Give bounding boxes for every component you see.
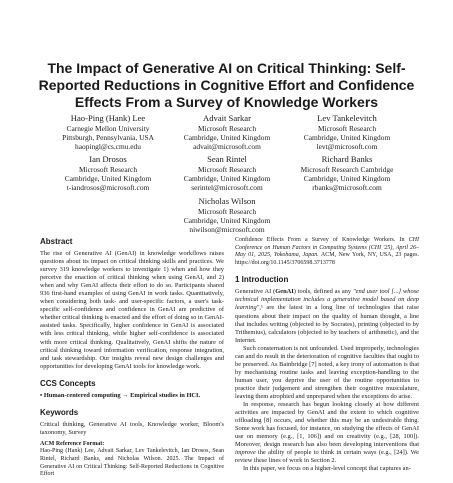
intro-term-genai: GenAI: [275, 288, 294, 296]
intro-text: In response, research has begun looking closely at how different activities are impacted by GenAI and the extent to which cognitive offloading [8] occurs, and whether this may be an undesirable thing. Some work has focused, for instance, on studying the effects of GenAI use on memory (e.g., [1, 106]) and on creativity (e.g., [28, 100]). Moreover, design research has also been developing interventions that: [235, 401, 419, 449]
author-location: Cambridge, United Kingdom: [303, 133, 391, 143]
author-location: Cambridge, United Kingdom: [183, 174, 271, 184]
intro-paragraph-1: [235, 288, 419, 344]
author-name: Lev Tankelevitch: [317, 113, 377, 123]
author-location: Pittsburgh, Pennsylvania, USA: [62, 133, 154, 143]
author-name: Richard Banks: [321, 154, 373, 164]
author-name: Hao-Ping (Hank) Lee: [70, 113, 146, 123]
author-email: levt@microsoft.com: [316, 142, 378, 152]
author-name: Ian Drosos: [89, 154, 127, 164]
author-email: t-iandrosos@microsoft.com: [66, 183, 150, 193]
acm-reference-text: Hao-Ping (Hank) Lee, Advait Sarkar, Lev Tankelevitch, Ian Drosos, Sean Rintel, Richard Banks, and Nicholas Wilson. 2025. The Impact of Generative AI on Critical Thinking: Self-Reported Reductions in Cognitive Effort: [40, 448, 224, 478]
intro-text: the ability of people to think in certain ways (e.g., [24]). We review these lines of work in Section 2.: [235, 449, 419, 465]
author-affiliation: Microsoft Research: [78, 165, 138, 174]
intro-quote: "end user tool [...] whose technical implementation includes a generative model based on deep learning": [235, 288, 419, 312]
intro-text: ) tools, defined as any: [293, 288, 353, 296]
author-affiliation: Microsoft Research: [317, 124, 377, 133]
author-email: advait@microsoft.com: [193, 142, 261, 152]
intro-text: ,¹ are the latest in a long line of technologies that raise questions about their impact on the quality of human thought, a line that includes writing (objected to by Socrates), printing (objected to by Trithemius), calculators (objected to by teachers of arithmetic), and the Internet.: [235, 304, 419, 344]
intro-paragraph-4: In this paper, we focus on a higher-level concept that captures an-: [243, 465, 411, 473]
author-name: Nicholas Wilson: [198, 196, 256, 206]
author-affiliation: Microsoft Research: [197, 124, 257, 133]
reference-venue: CHI Conference on Human Factors in Computing Systems (CHI '25), April 26–May 01, 2025, Yokohama, Japan.: [235, 237, 419, 259]
intro-text: Generative AI (: [235, 288, 276, 296]
author-email: rbanks@microsoft.com: [312, 183, 382, 193]
right-column: [235, 237, 419, 473]
author-name: Advait Sarkar: [203, 113, 251, 123]
paper-title: The Impact of Generative AI on Critical Thinking: Self-Reported Reductions in Cognitive Effort and Confidence Effects From a Survey of Knowledge Workers: [38, 60, 415, 110]
author-location: Cambridge, United Kingdom: [64, 174, 152, 184]
author-name: Sean Rintel: [207, 154, 247, 164]
author-affiliation: Microsoft Research: [197, 165, 257, 174]
intro-paragraph-2: Such consternation is not unfounded. Used improperly, technologies can and do result in the deterioration of cognitive faculties that ought to be preserved. As Bainbridge [7] noted, a key irony of automation is that by mechanising routine tasks and leaving exception-handling to the human user, you deprive the user of the routine opportunities to practice their judgement and strengthen their cognitive musculature, leaving them atrophied and unprepared when the exceptions do arise.: [235, 344, 419, 400]
author-affiliation: Microsoft Research: [197, 207, 257, 216]
author-location: Cambridge, United Kingdom: [183, 133, 271, 143]
acm-reference-continued: [235, 237, 419, 267]
reference-doi: ACM, New York, NY, USA, 23 pages. https://doi.org/10.1145/3706598.3713778: [235, 252, 420, 266]
author-affiliation: Carnegie Mellon University: [66, 124, 150, 133]
author-block: [272, 154, 422, 193]
author-block: [272, 113, 422, 152]
intro-paragraph-3: [235, 401, 419, 465]
reference-plain-text: Confidence Effects From a Survey of Knowledge Workers. In: [235, 237, 409, 243]
author-block: [152, 196, 302, 235]
introduction-heading: 1 Introduction: [235, 275, 289, 285]
intro-emphasis: improve: [235, 449, 256, 457]
left-column: [40, 237, 224, 479]
ccs-heading: CCS Concepts: [40, 378, 96, 388]
author-location: Cambridge, United Kingdom: [303, 174, 391, 184]
author-email: niwilson@microsoft.com: [189, 225, 265, 235]
author-email: serintel@microsoft.com: [191, 183, 263, 193]
author-email: haopingl@cs.cmu.edu: [75, 142, 141, 152]
keywords-text: Critical thinking, Generative AI tools, Knowledge worker, Bloom's taxonomy, Survey: [40, 420, 224, 436]
keywords-heading: Keywords: [40, 407, 79, 417]
acm-reference-heading: ACM Reference Format:: [40, 440, 105, 447]
abstract-heading: Abstract: [40, 237, 73, 246]
abstract-text: The rise of Generative AI (GenAI) in knowledge workflows raises questions about its impact on critical thinking skills and practices. We survey 319 knowledge workers to investigate 1) when and how they perceive the enaction of critical thinking when using GenAI, and 2) when and why GenAI affects their effort to do so. Participants shared 936 first-hand examples of using GenAI in work tasks. Quantitatively, when considering both task- and user-specific factors, a user's task-specific self-confidence and confidence in GenAI are predictive of whether critical thinking is enacted and the effort of doing so in GenAI-assisted tasks. Specifically, higher confidence in GenAI is associated with less critical thinking, while higher self-confidence is associated with more critical thinking. Qualitatively, GenAI shifts the nature of critical thinking toward information verification, response integration, and task stewardship. Our insights reveal new design challenges and opportunities for developing GenAI tools for knowledge work.: [40, 250, 224, 370]
author-affiliation: Microsoft Research Cambridge: [300, 165, 394, 174]
ccs-concepts: • Human-centered computing → Empirical studies in HCI.: [40, 391, 201, 399]
author-location: Cambridge, United Kingdom: [183, 216, 271, 226]
